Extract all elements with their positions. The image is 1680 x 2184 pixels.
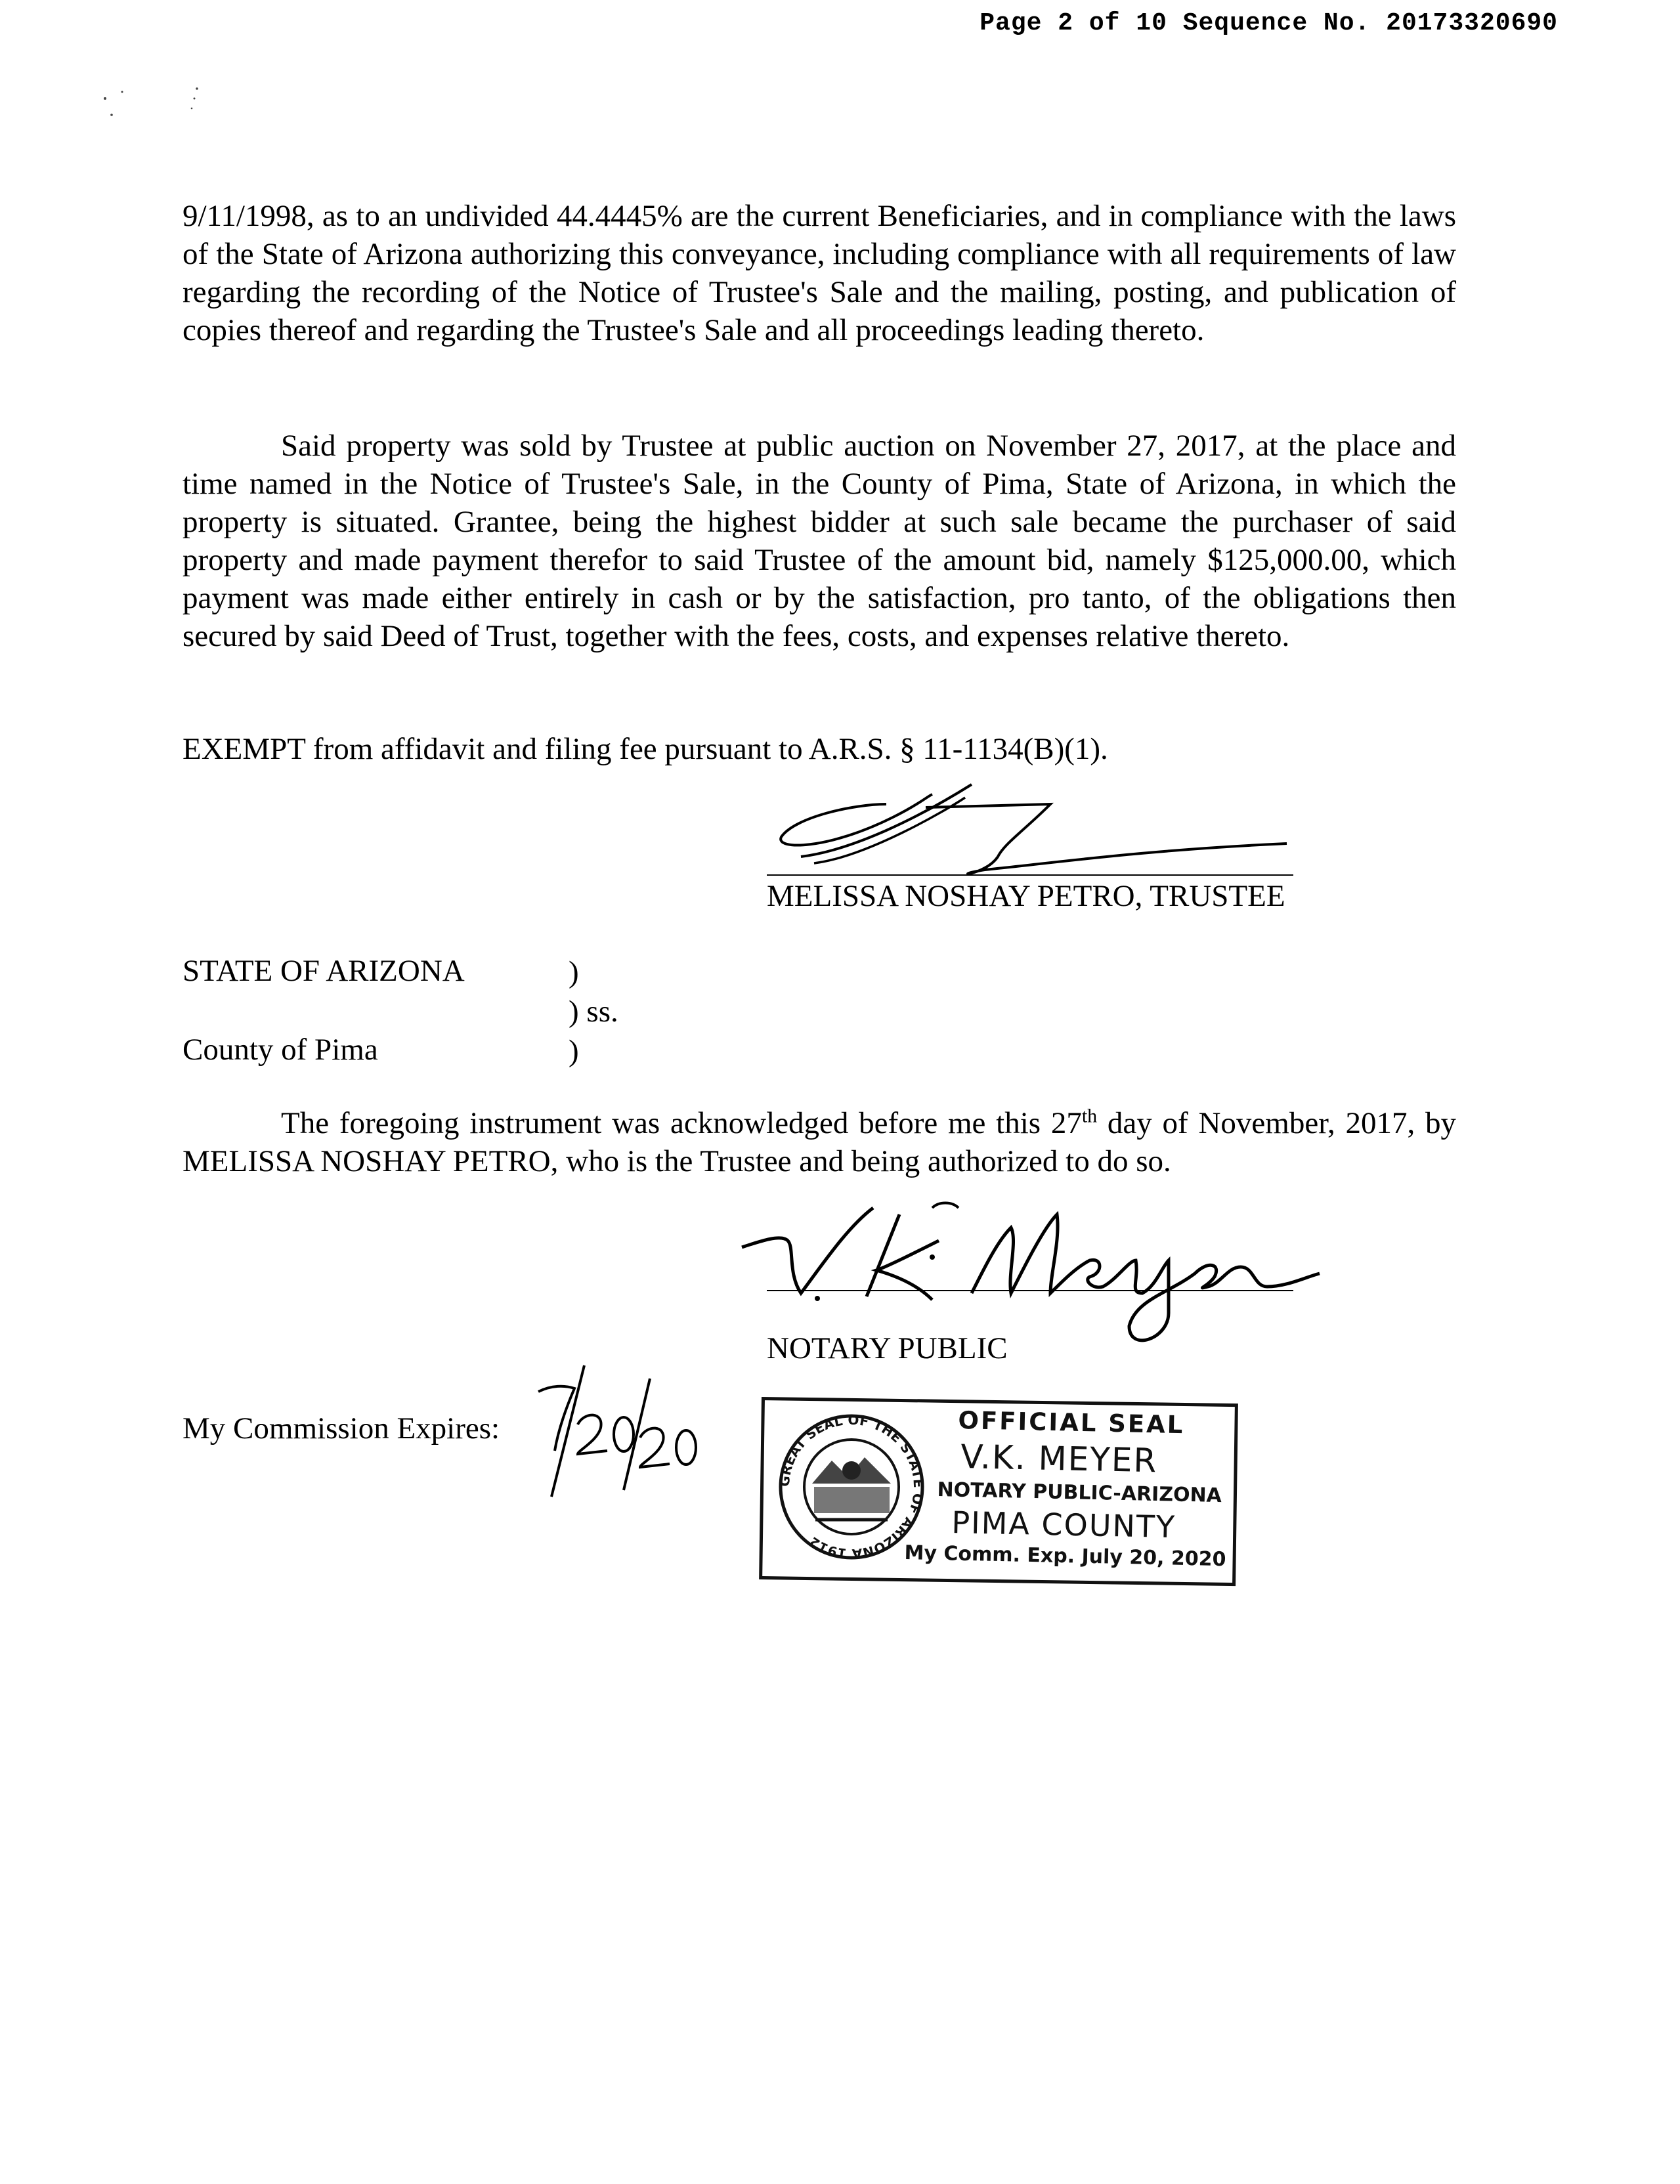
trustee-signature-line xyxy=(767,874,1293,876)
trustee-signature xyxy=(775,778,1300,883)
venue-ss: ) ss. xyxy=(569,995,618,1029)
page-sequence-header: Page 2 of 10 Sequence No. 20173320690 xyxy=(980,9,1558,37)
venue-paren-bottom: ) xyxy=(569,1034,579,1068)
venue-paren-top: ) xyxy=(569,955,579,989)
stamp-line-commission: My Comm. Exp. July 20, 2020 xyxy=(904,1541,1226,1572)
venue-county: County of Pima xyxy=(183,1033,378,1067)
notary-signature-line xyxy=(767,1290,1293,1291)
exempt-statement: EXEMPT from affidavit and filing fee pursuant to A.R.S. § 11-1134(B)(1). xyxy=(183,732,1108,766)
stamp-line-name: V.K. MEYER xyxy=(960,1438,1158,1480)
trustee-caption: MELISSA NOSHAY PETRO, TRUSTEE xyxy=(767,879,1285,913)
stamp-line-notary-public: NOTARY PUBLIC-ARIZONA xyxy=(937,1478,1222,1508)
official-seal-stamp xyxy=(762,1397,1234,1581)
commission-label: My Commission Expires: xyxy=(183,1411,500,1445)
state-seal-icon xyxy=(769,1411,934,1562)
stamp-line-official-seal: OFFICIAL SEAL xyxy=(958,1406,1185,1440)
paragraph-beneficiaries-compliance: 9/11/1998, as to an undivided 44.4445% are the current Beneficiaries, and in compliance with the laws of the State of Arizona authorizing this conveyance, including compliance with all requirements of law regarding the recording of the Notice of Trustee's Sale and the mailing, posting, and publication of copies thereof and regarding the Trustee's Sale and all proceedings leading thereto. xyxy=(183,199,1456,347)
paragraph-sale-details: Said property was sold by Trustee at public auction on November 27, 2017, at the place and time named in the Notice of Trustee's Sale, in the County of Pima, State of Arizona, in which the property is situated. Grantee, being the highest bidder at such sale became the purchaser of said property and made payment therefor to said Trustee of the amount bid, namely $125,000.00, which payment was made either entirely in cash or by the satisfaction, pro tanto, of the obligations then secured by said Deed of Trust, together with the fees, costs, and expenses relative thereto. xyxy=(183,429,1456,653)
ack-superscript: th xyxy=(1081,1105,1098,1127)
acknowledgment-paragraph xyxy=(183,1104,1456,1180)
commission-handwritten-date xyxy=(512,1352,702,1503)
stamp-line-county: PIMA COUNTY xyxy=(951,1505,1176,1545)
venue-state: STATE OF ARIZONA xyxy=(183,954,465,988)
seal-ring-text: GREAT SEAL OF THE STATE OF ARIZONA 1912 xyxy=(776,1411,927,1562)
ack-text-before: The foregoing instrument was acknowledged before me this 27 xyxy=(281,1106,1082,1140)
scan-specks xyxy=(98,79,230,131)
ack-text-after: day of November, 2017, by MELISSA NOSHAY PETRO, who is the Trustee and being authorized to do so. xyxy=(183,1106,1456,1178)
notary-caption: NOTARY PUBLIC xyxy=(767,1331,1008,1365)
